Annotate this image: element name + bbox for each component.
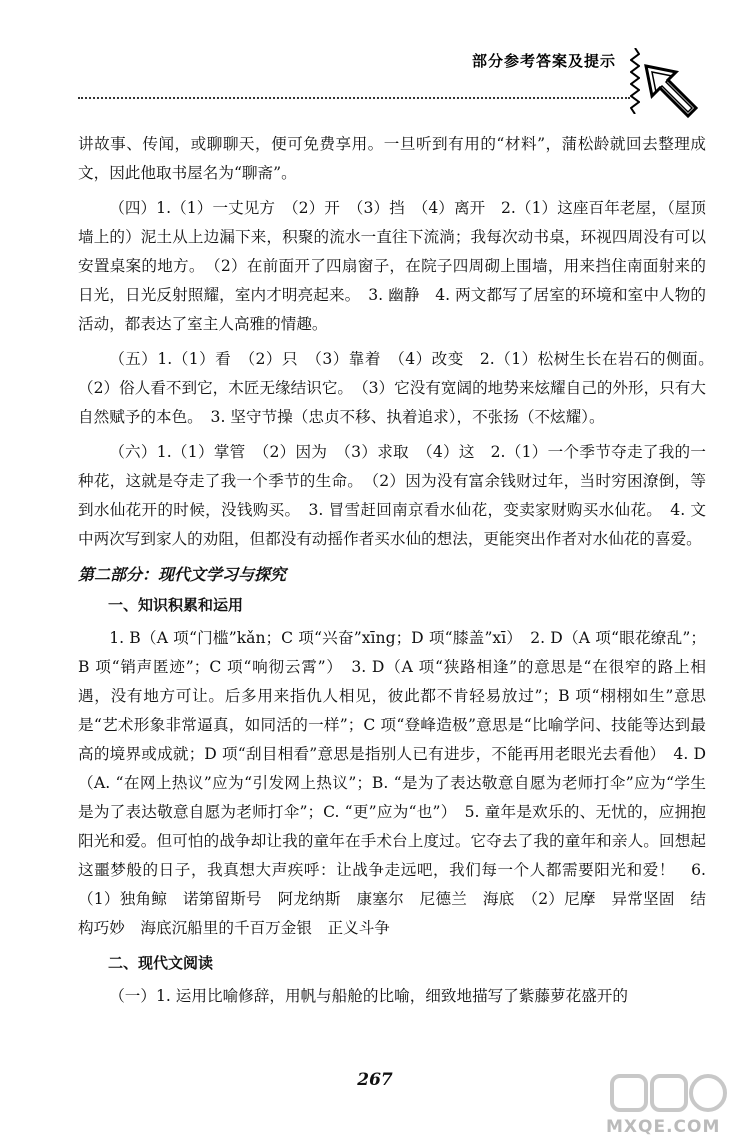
paragraph-part-4: （四）1.（1）一丈见方 （2）开 （3）挡 （4）离开 2.（1）这座百年老屋，（屋顶墙上的）泥土从上边漏下来，积聚的流水一直往下流淌；我每次动书桌，环视四周没有可以安置桌案的地方。 （2）在前面开了四扇窗子，在院子四周砌上围墙，用来挡住南面射来的日光，日光反射照耀，室内才明亮起来。 3. 幽静 4. 两文都写了居室的环境和室中人物的活动，都表达了室主人高雅的情趣。 bbox=[78, 199, 706, 333]
header-title: 部分参考答案及提示 bbox=[471, 52, 616, 70]
page-header bbox=[78, 38, 706, 118]
watermark-text: MXQE.COM bbox=[606, 1117, 721, 1137]
zigzag-divider-icon bbox=[630, 48, 640, 114]
page-number: 267 bbox=[357, 1070, 393, 1090]
header-dotted-rule bbox=[78, 97, 630, 99]
subheading-knowledge: 一、知识积累和运用 bbox=[108, 596, 244, 614]
paragraph-intro: 讲故事、传闻，或聊聊天，便可免费享用。一旦听到有用的“材料”，蒲松龄就回去整理成文，因此他取书屋名为“聊斋”。 bbox=[78, 135, 706, 182]
section-heading: 第二部分：现代文学习与探究 bbox=[78, 565, 287, 584]
paragraph-reading-answers: （一）1. 运用比喻修辞，用帆与船舱的比喻，细致地描写了紫藤萝花盛开的 bbox=[109, 987, 629, 1005]
paragraph-knowledge-answers: 1. B（A 项“门槛”kǎn；C 项“兴奋”xīng；D 项“膝盖”xī） 2. D（A 项“眼花缭乱”；B 项“销声匿迹”；C 项“响彻云霄”） 3. D（A 项“狭路相逢”的意思是“在很窄的路上相遇，没有地方可让。后多用来指仇人相见，彼此都不肯轻易放过”；B 项“栩栩如生”意思是“艺术形象非常逼真，如同活的一样”；C 项“登峰造极”意思是“比喻学问、技能等达到最高的境界或成就；D 项“刮目相看”意思是指别人已有进步，不能再用老眼光去看他） 4. D（A. “在网上热议”应为“引发网上热议”；B. “是为了表达敬意自愿为老师打伞”应为“学生是为了表达敬意自愿为老师打伞”；C. “更”应为“也”） 5. 童年是欢乐的、无忧的，应拥抱阳光和爱。但可怕的战争却让我的童年在手术台上度过。它夺去了我的童年和亲人。回想起这噩梦般的日子，我真想大声疾呼：让战争走远吧，我们每一个人都需要阳光和爱！ 6.（1）独角鲸 诺第留斯号 阿龙纳斯 康塞尔 尼德兰 海底 （2）尼摩 异常坚固 结构巧妙 海底沉船里的千百万金银 正义斗争 bbox=[78, 629, 706, 937]
watermark-logo-icon bbox=[610, 1072, 730, 1118]
paragraph-part-6: （六）1.（1）掌管 （2）因为 （3）求取 （4）这 2.（1）一个季节夺走了我的一种花，这就是夺走了我一个季节的生命。 （2）因为没有富余钱财过年，当时穷困潦倒，等到水仙花开的时候，没钱购买。 3. 冒雪赶回南京看水仙花，变卖家财购买水仙花。 4. 文中两次写到家人的劝阻，但都没有动摇作者买水仙的想法，更能突出作者对水仙花的喜爱。 bbox=[78, 443, 706, 548]
answer-content bbox=[78, 130, 722, 1017]
paragraph-part-5: （五）1.（1）看 （2）只 （3）靠着 （4）改变 2.（1）松树生长在岩石的侧面。 （2）俗人看不到它，木匠无缘结识它。 （3）它没有宽阔的地势来炫耀自己的外形，只有大自然赋予的本色。 3. 坚守节操（忠贞不移、执着追求），不张扬（不炫耀）。 bbox=[78, 350, 722, 426]
subheading-reading: 二、现代文阅读 bbox=[108, 954, 214, 972]
arrow-up-left-icon bbox=[642, 62, 700, 120]
